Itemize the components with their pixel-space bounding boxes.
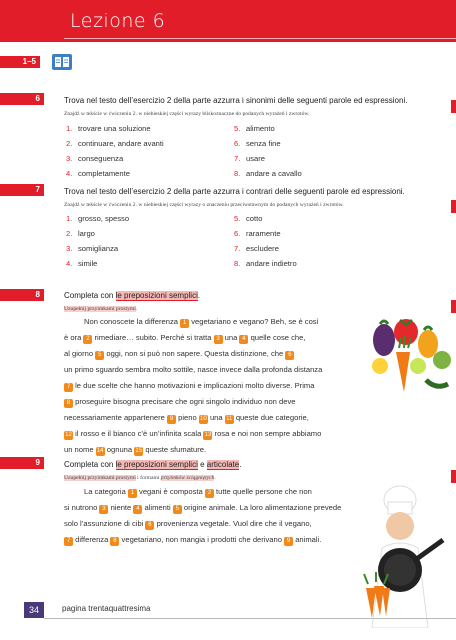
list-item-text: escludere [246, 244, 279, 253]
list-item-text: andare indietro [246, 259, 297, 268]
list-item-text: conseguenza [78, 154, 124, 163]
blank-number-badge[interactable]: 8 [110, 537, 119, 546]
text-line [64, 346, 364, 362]
text-segment: si nutrono [64, 503, 100, 512]
blank-number-badge[interactable]: 2 [205, 489, 214, 498]
blank-number-badge[interactable]: 9 [167, 415, 176, 424]
exercise-6-subtitle: Znajdź w tekście w ćwiczeniu 2. w niebieskiej części wyrazy bliskoznaczne do podanych wyrażeń i zwrotów. [64, 111, 310, 117]
list-item-number: 6. [234, 139, 241, 148]
text-line [64, 362, 364, 378]
blank-number-badge[interactable]: 4 [133, 505, 142, 514]
text-line [64, 410, 364, 426]
page-header [0, 0, 456, 42]
exercise-9-number: 9 [0, 457, 44, 469]
text-segment: queste sfumature. [143, 445, 207, 454]
exercise-range-tab: 1–5 [0, 56, 40, 68]
list-item [66, 169, 130, 178]
list-item-number: 8. [234, 259, 241, 268]
list-item [234, 154, 265, 163]
text-line [64, 314, 364, 330]
list-item-number: 4. [66, 169, 73, 178]
text-segment: il rosso e il bianco c’è un’infinita scala [73, 429, 204, 438]
list-item-number: 7. [234, 154, 241, 163]
lesson-title: Lezione 6 [70, 10, 166, 32]
text-segment: alimenti [142, 503, 173, 512]
text-segment: animali. [293, 535, 322, 544]
list-item [234, 259, 297, 268]
text-segment: differenza [73, 535, 111, 544]
text-segment: al giorno [64, 349, 96, 358]
list-item-number: 3. [66, 244, 73, 253]
text-segment: Non conoscete la differenza [84, 317, 181, 326]
list-item-number: 5. [234, 124, 241, 133]
text-segment: rimediare… subito. Perché si tratta [92, 333, 214, 342]
list-item [234, 124, 275, 133]
blank-number-badge[interactable]: 5 [173, 505, 182, 514]
text-segment: è ora [64, 333, 84, 342]
list-item-text: somiglianza [78, 244, 119, 253]
vegetables-illustration [366, 300, 456, 410]
list-item-text: alimento [246, 124, 275, 133]
list-item-number: 8. [234, 169, 241, 178]
blank-number-badge[interactable]: 1 [180, 319, 189, 328]
margin-marker [451, 200, 456, 213]
exercise-9-subtitle: Uzupełnij przyimkami prostymi i formami przyimków ściągniętych. [64, 475, 216, 481]
list-item-number: 3. [66, 154, 73, 163]
list-item-number: 6. [234, 229, 241, 238]
list-item [66, 124, 151, 133]
text-line [64, 394, 364, 410]
text-line [64, 500, 350, 516]
list-item [66, 244, 118, 253]
exercise-7-number: 7 [0, 184, 44, 196]
blank-number-badge[interactable]: 2 [83, 335, 92, 344]
list-item-text: trovare una soluzione [78, 124, 151, 133]
exercise-7-subtitle: Znajdź w tekście w ćwiczeniu 2. w niebieskiej części wyrazy o znaczeniu przeciwstawnym do podanych wyrażeń i zwrotów. [64, 202, 344, 208]
list-item [234, 169, 302, 178]
exercise-6-title: Trova nel testo dell’esercizio 2 della parte azzurra i sinonimi delle seguenti parole ed espressioni. [64, 96, 408, 105]
text-line [64, 330, 364, 346]
blank-number-badge[interactable]: 4 [239, 335, 248, 344]
list-item [66, 154, 123, 163]
text-line [64, 532, 350, 548]
chef-illustration [348, 478, 448, 628]
list-item-text: completamente [78, 169, 130, 178]
list-item-text: andare a cavallo [246, 169, 302, 178]
text-line [64, 516, 350, 532]
header-divider [64, 38, 456, 39]
blank-number-badge[interactable]: 3 [214, 335, 223, 344]
list-item [66, 139, 164, 148]
blank-number-badge[interactable]: 13 [204, 432, 212, 438]
text-segment: origine animale. La loro alimentazione prevede [181, 503, 342, 512]
text-segment: vegetariano e vegano? Beh, se è così [189, 317, 319, 326]
list-item-text: simile [78, 259, 98, 268]
text-line [64, 378, 364, 394]
text-segment: una [207, 413, 225, 422]
text-segment: quelle cose che, [248, 333, 306, 342]
blank-number-badge[interactable]: 9 [284, 537, 293, 546]
text-line [64, 484, 350, 500]
text-segment: vegani è composta [136, 487, 205, 496]
list-item [66, 229, 95, 238]
text-segment: un primo sguardo sembra molto sottile, nasce invece dalla profonda distanza [64, 365, 323, 374]
text-segment: pieno [176, 413, 199, 422]
text-segment: una [222, 333, 240, 342]
exercise-8-subtitle: Uzupełnij przyimkami prostymi. [64, 306, 138, 312]
blank-number-badge[interactable]: 5 [95, 351, 104, 360]
margin-marker [451, 470, 456, 483]
list-item-number: 1. [66, 124, 73, 133]
text-segment: oggi, non si può non sapere. Questa distinzione, che [104, 349, 286, 358]
blank-number-badge[interactable]: 12 [65, 432, 72, 438]
list-item-text: raramente [246, 229, 281, 238]
exercise-8-text [64, 314, 364, 458]
list-item [234, 244, 279, 253]
blank-number-badge[interactable]: 8 [64, 399, 73, 408]
text-segment: ognuna [104, 445, 135, 454]
blank-number-badge[interactable]: 14 [96, 448, 104, 454]
list-item-number: 1. [66, 214, 73, 223]
text-segment: le due scelte che hanno motivazioni e implicazioni molto diverse. Prima [73, 381, 315, 390]
blank-number-badge[interactable]: 15 [135, 448, 143, 454]
text-line [64, 426, 364, 442]
exercise-8-title: Completa con le preposizioni semplici. [64, 291, 201, 300]
list-item-text: largo [78, 229, 95, 238]
page-number-text: pagina trentaquattresima [62, 604, 151, 613]
blank-number-badge[interactable]: 11 [226, 416, 233, 422]
list-item [234, 139, 281, 148]
blank-number-badge[interactable]: 7 [64, 383, 73, 392]
blank-number-badge[interactable]: 3 [99, 505, 108, 514]
text-segment: necessariamente appartenere [64, 413, 168, 422]
list-item-number: 7. [234, 244, 241, 253]
list-item-text: cotto [246, 214, 263, 223]
text-line [64, 442, 364, 458]
blank-number-badge[interactable]: 10 [199, 416, 207, 422]
text-segment: La categoria [84, 487, 128, 496]
text-segment: niente [108, 503, 134, 512]
book-icon [52, 54, 72, 70]
exercise-6-number: 6 [0, 93, 44, 105]
text-segment: proseguire bisogna precisare che ogni singolo individuo non deve [73, 397, 296, 406]
margin-marker [451, 100, 456, 113]
list-item-number: 4. [66, 259, 73, 268]
blank-number-badge[interactable]: 6 [285, 351, 294, 360]
list-item-number: 2. [66, 139, 73, 148]
text-segment: vegetariano, non mangia i prodotti che derivano [119, 535, 285, 544]
text-segment: queste due categorie, [233, 413, 309, 422]
page-number: 34 [24, 602, 44, 618]
list-item [66, 214, 129, 223]
exercise-6-header [64, 95, 424, 118]
list-item-text: continuare, andare avanti [78, 139, 164, 148]
list-item-number: 2. [66, 229, 73, 238]
text-segment: rosa e noi non sempre abbiamo [212, 429, 322, 438]
text-segment: un nome [64, 445, 96, 454]
exercise-9-title: Completa con le preposizioni semplici e articolate. [64, 460, 242, 469]
text-segment: solo l’assunzione di cibi [64, 519, 146, 528]
blank-number-badge[interactable]: 1 [128, 489, 137, 498]
list-item-text: senza fine [246, 139, 281, 148]
list-item-number: 5. [234, 214, 241, 223]
blank-number-badge[interactable]: 6 [145, 521, 154, 530]
exercise-7-title: Trova nel testo dell’esercizio 2 della parte azzurra i contrari delle seguenti parole ed espressioni. [64, 187, 405, 196]
list-item-text: grosso, spesso [78, 214, 130, 223]
list-item [66, 259, 97, 268]
exercise-7-header [64, 186, 424, 209]
blank-number-badge[interactable]: 7 [64, 537, 73, 546]
exercise-8-number: 8 [0, 289, 44, 301]
text-segment: provenienza vegetale. Vuol dire che il vegano, [154, 519, 312, 528]
list-item [234, 214, 262, 223]
text-segment: tutte quelle persone che non [213, 487, 312, 496]
list-item-text: usare [246, 154, 265, 163]
footer-divider [44, 618, 456, 619]
list-item [234, 229, 281, 238]
exercise-9-text [64, 484, 350, 548]
